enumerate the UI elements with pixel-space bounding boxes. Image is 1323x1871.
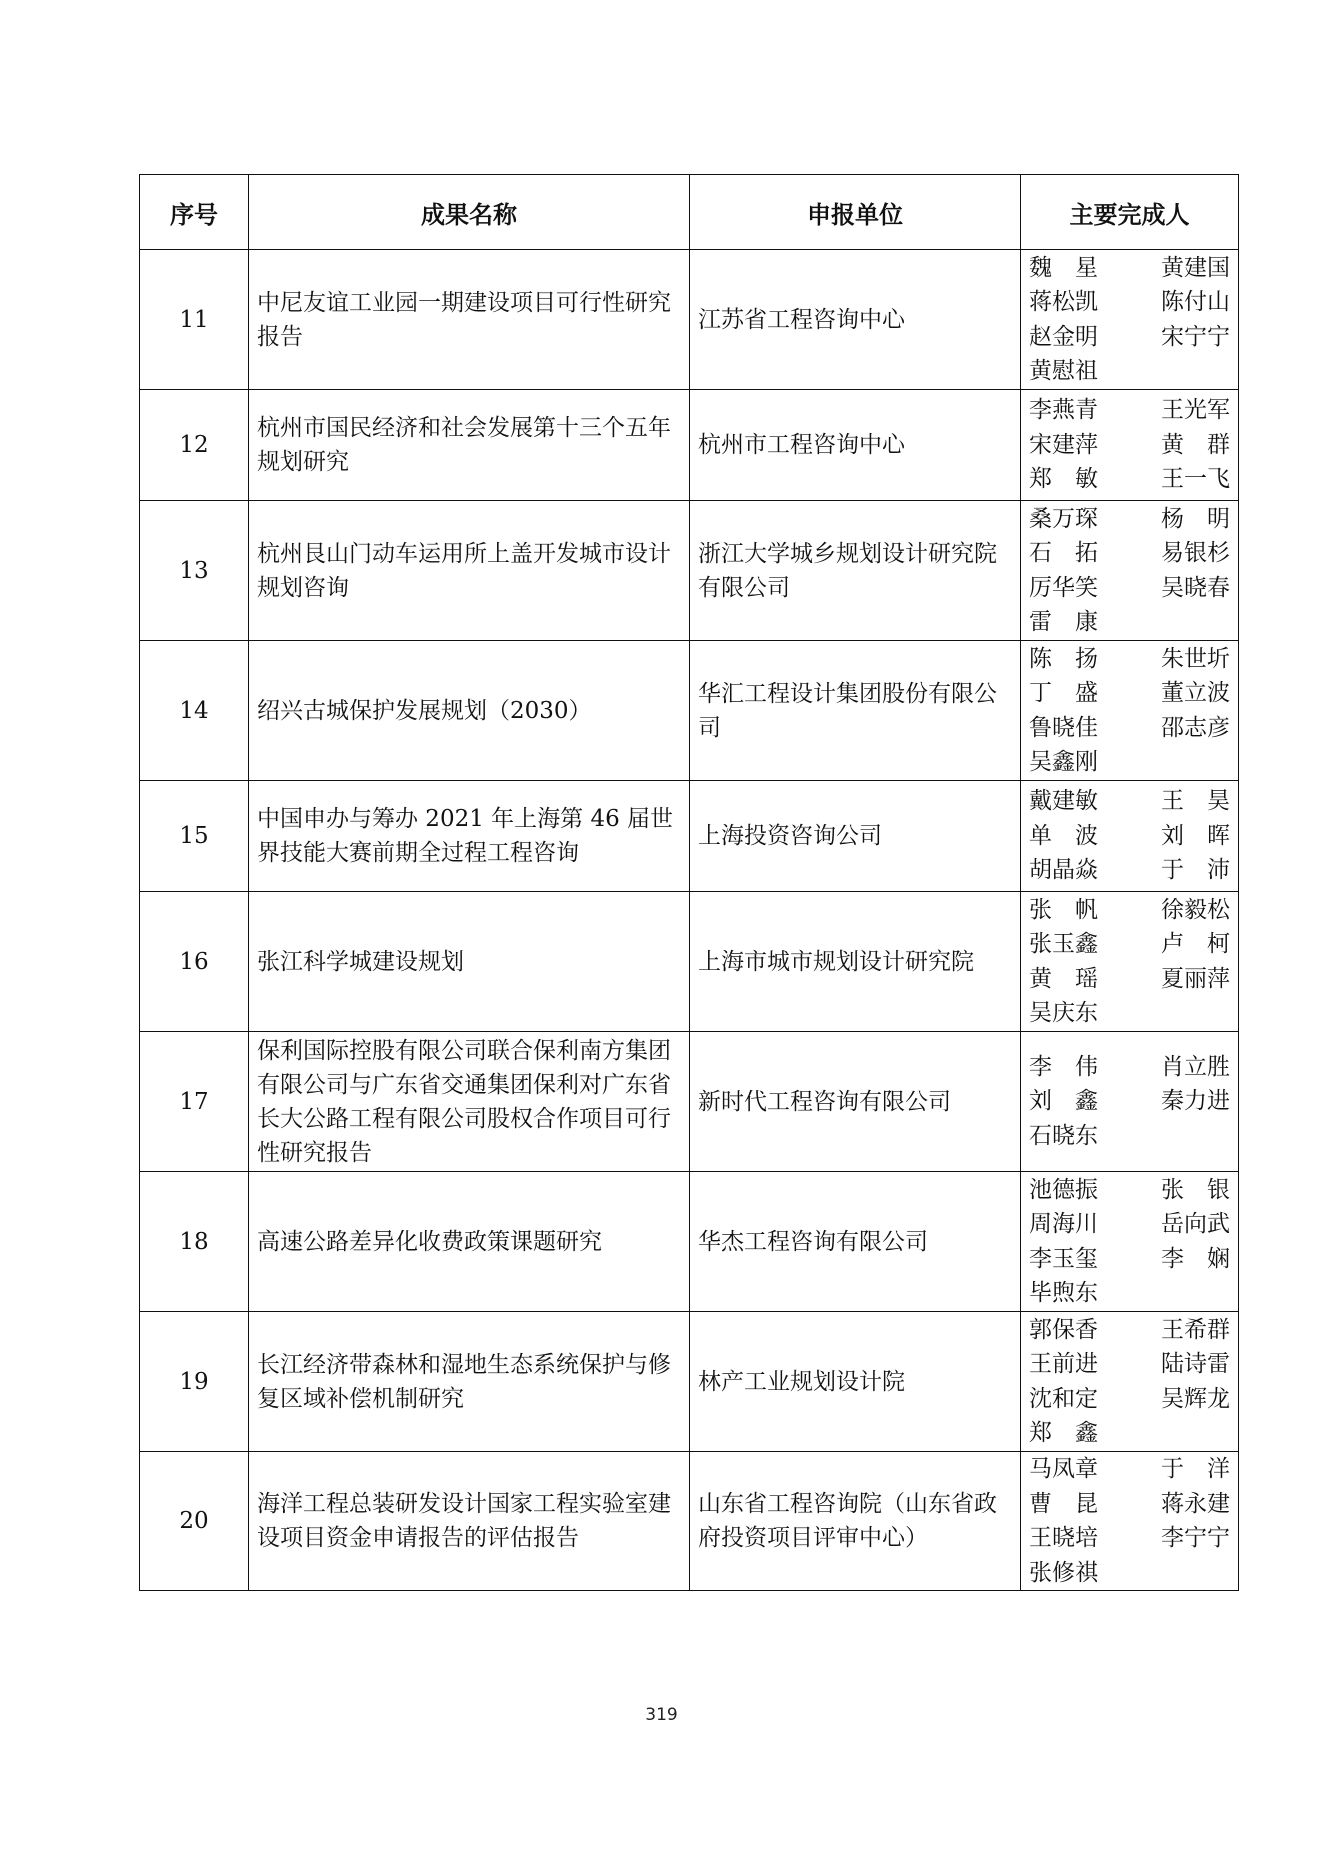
table-row xyxy=(140,1172,1239,1312)
table-row xyxy=(140,1452,1239,1591)
header-unit: 申报单位 xyxy=(690,175,1021,250)
name-cell: 高速公路差异化收费政策课题研究 xyxy=(249,1172,690,1312)
name-cell: 中尼友谊工业园一期建设项目可行性研究报告 xyxy=(249,250,690,390)
people-cell xyxy=(1021,1452,1239,1591)
person-name: 刘 晖 xyxy=(1161,822,1230,849)
person-name: 卢 柯 xyxy=(1161,931,1230,957)
name-cell: 长江经济带森林和湿地生态系统保护与修复区域补偿机制研究 xyxy=(249,1312,690,1452)
seq-cell: 13 xyxy=(140,501,249,641)
person-name: 李宁宁 xyxy=(1161,1525,1230,1551)
header-seq: 序号 xyxy=(140,175,249,250)
person-name: 胡晶焱 xyxy=(1029,857,1098,884)
person-name: 丁 盛 xyxy=(1029,680,1098,706)
person-name: 郑 敏 xyxy=(1029,466,1098,493)
person-name: 周海川 xyxy=(1029,1211,1098,1237)
person-name: 石晓东 xyxy=(1029,1122,1098,1149)
person-name: 张修祺 xyxy=(1029,1559,1098,1586)
person-name: 马凤章 xyxy=(1029,1456,1098,1482)
person-name: 雷 康 xyxy=(1029,609,1098,635)
people-cell xyxy=(1021,501,1239,641)
table-header-row xyxy=(140,175,1239,250)
person-name: 陈 扬 xyxy=(1029,645,1098,672)
table-row xyxy=(140,390,1239,501)
person-name: 沈和定 xyxy=(1029,1385,1098,1412)
person-name: 于 沛 xyxy=(1161,857,1230,884)
person-name: 董立波 xyxy=(1161,680,1230,706)
person-name: 夏丽萍 xyxy=(1161,965,1230,992)
table-row xyxy=(140,1312,1239,1452)
person-name: 杨 明 xyxy=(1161,505,1230,532)
person-name: 曹 昆 xyxy=(1029,1490,1098,1517)
person-name: 张玉鑫 xyxy=(1029,931,1098,957)
person-name: 刘 鑫 xyxy=(1029,1088,1098,1115)
person-name: 李 伟 xyxy=(1029,1053,1098,1080)
unit-cell: 华汇工程设计集团股份有限公司 xyxy=(690,641,1021,781)
person-name: 戴建敏 xyxy=(1029,788,1098,815)
person-name: 王光军 xyxy=(1161,397,1230,424)
person-name: 吴晓春 xyxy=(1161,574,1230,601)
name-cell: 张江科学城建设规划 xyxy=(249,892,690,1032)
person-name: 朱世圻 xyxy=(1161,645,1230,672)
person-name: 蒋永建 xyxy=(1161,1490,1230,1517)
seq-cell: 19 xyxy=(140,1312,249,1452)
person-name: 黄慰祖 xyxy=(1029,358,1098,384)
person-name: 陈付山 xyxy=(1161,289,1230,315)
person-name: 郭保香 xyxy=(1029,1316,1098,1343)
header-name: 成果名称 xyxy=(249,175,690,250)
table-row xyxy=(140,892,1239,1032)
person-name: 池德振 xyxy=(1029,1176,1098,1203)
person-name: 李 娴 xyxy=(1161,1245,1230,1272)
person-name: 郑 鑫 xyxy=(1029,1420,1098,1446)
people-cell xyxy=(1021,781,1239,892)
people-cell xyxy=(1021,390,1239,501)
person-name: 黄建国 xyxy=(1161,254,1230,281)
person-name: 岳向武 xyxy=(1161,1211,1230,1237)
person-name: 赵金明 xyxy=(1029,323,1098,350)
person-name: 王晓培 xyxy=(1029,1525,1098,1551)
people-cell xyxy=(1021,1172,1239,1312)
person-name: 宋宁宁 xyxy=(1161,323,1230,350)
person-name: 秦力进 xyxy=(1161,1088,1230,1115)
table-row xyxy=(140,501,1239,641)
person-name: 王希群 xyxy=(1161,1316,1230,1343)
person-name: 黄 瑶 xyxy=(1029,965,1098,992)
person-name: 毕煦东 xyxy=(1029,1280,1098,1306)
person-name: 李玉玺 xyxy=(1029,1245,1098,1272)
person-name: 王一飞 xyxy=(1161,466,1230,493)
table-row xyxy=(140,1032,1239,1172)
unit-cell: 上海市城市规划设计研究院 xyxy=(690,892,1021,1032)
table-row xyxy=(140,781,1239,892)
table-row xyxy=(140,250,1239,390)
person-name: 张 帆 xyxy=(1029,896,1098,923)
person-name: 李燕青 xyxy=(1029,397,1098,424)
name-cell: 杭州市国民经济和社会发展第十三个五年规划研究 xyxy=(249,390,690,501)
name-cell: 杭州艮山门动车运用所上盖开发城市设计规划咨询 xyxy=(249,501,690,641)
person-name: 张 银 xyxy=(1161,1176,1230,1203)
unit-cell: 上海投资咨询公司 xyxy=(690,781,1021,892)
seq-cell: 12 xyxy=(140,390,249,501)
unit-cell: 江苏省工程咨询中心 xyxy=(690,250,1021,390)
seq-cell: 20 xyxy=(140,1452,249,1591)
person-name: 易银杉 xyxy=(1161,540,1230,566)
unit-cell: 浙江大学城乡规划设计研究院有限公司 xyxy=(690,501,1021,641)
person-name: 陆诗雷 xyxy=(1161,1351,1230,1377)
unit-cell: 华杰工程咨询有限公司 xyxy=(690,1172,1021,1312)
seq-cell: 11 xyxy=(140,250,249,390)
header-people: 主要完成人 xyxy=(1021,175,1239,250)
person-name: 吴辉龙 xyxy=(1161,1385,1230,1412)
seq-cell: 15 xyxy=(140,781,249,892)
page-number: 319 xyxy=(645,1705,678,1725)
person-name: 魏 星 xyxy=(1029,254,1098,281)
person-name: 邵志彦 xyxy=(1161,714,1230,741)
people-cell xyxy=(1021,641,1239,781)
seq-cell: 17 xyxy=(140,1032,249,1172)
people-cell xyxy=(1021,892,1239,1032)
people-cell xyxy=(1021,1312,1239,1452)
name-cell: 中国申办与筹办 2021 年上海第 46 届世界技能大赛前期全过程工程咨询 xyxy=(249,781,690,892)
person-name: 蒋松凯 xyxy=(1029,289,1098,315)
seq-cell: 14 xyxy=(140,641,249,781)
unit-cell: 山东省工程咨询院（山东省政府投资项目评审中心） xyxy=(690,1452,1021,1591)
person-name: 肖立胜 xyxy=(1161,1053,1230,1080)
results-table xyxy=(139,174,1239,1591)
person-name: 单 波 xyxy=(1029,822,1098,849)
name-cell: 保利国际控股有限公司联合保利南方集团有限公司与广东省交通集团保利对广东省长大公路工程有限公司股权合作项目可行性研究报告 xyxy=(249,1032,690,1172)
people-cell xyxy=(1021,250,1239,390)
name-cell: 海洋工程总装研发设计国家工程实验室建设项目资金申请报告的评估报告 xyxy=(249,1452,690,1591)
table-row xyxy=(140,641,1239,781)
unit-cell: 林产工业规划设计院 xyxy=(690,1312,1021,1452)
person-name: 吴鑫刚 xyxy=(1029,749,1098,775)
person-name: 徐毅松 xyxy=(1161,896,1230,923)
person-name: 桑万琛 xyxy=(1029,505,1098,532)
name-cell: 绍兴古城保护发展规划（2030） xyxy=(249,641,690,781)
person-name: 厉华笑 xyxy=(1029,574,1098,601)
person-name: 鲁晓佳 xyxy=(1029,714,1098,741)
person-name: 王 昊 xyxy=(1161,788,1230,815)
person-name: 于 洋 xyxy=(1161,1456,1230,1482)
person-name: 王前进 xyxy=(1029,1351,1098,1377)
person-name: 石 拓 xyxy=(1029,540,1098,566)
person-name: 黄 群 xyxy=(1161,431,1230,458)
unit-cell: 新时代工程咨询有限公司 xyxy=(690,1032,1021,1172)
seq-cell: 18 xyxy=(140,1172,249,1312)
person-name: 宋建萍 xyxy=(1029,431,1098,458)
person-name: 吴庆东 xyxy=(1029,1000,1098,1026)
people-cell xyxy=(1021,1032,1239,1172)
seq-cell: 16 xyxy=(140,892,249,1032)
unit-cell: 杭州市工程咨询中心 xyxy=(690,390,1021,501)
